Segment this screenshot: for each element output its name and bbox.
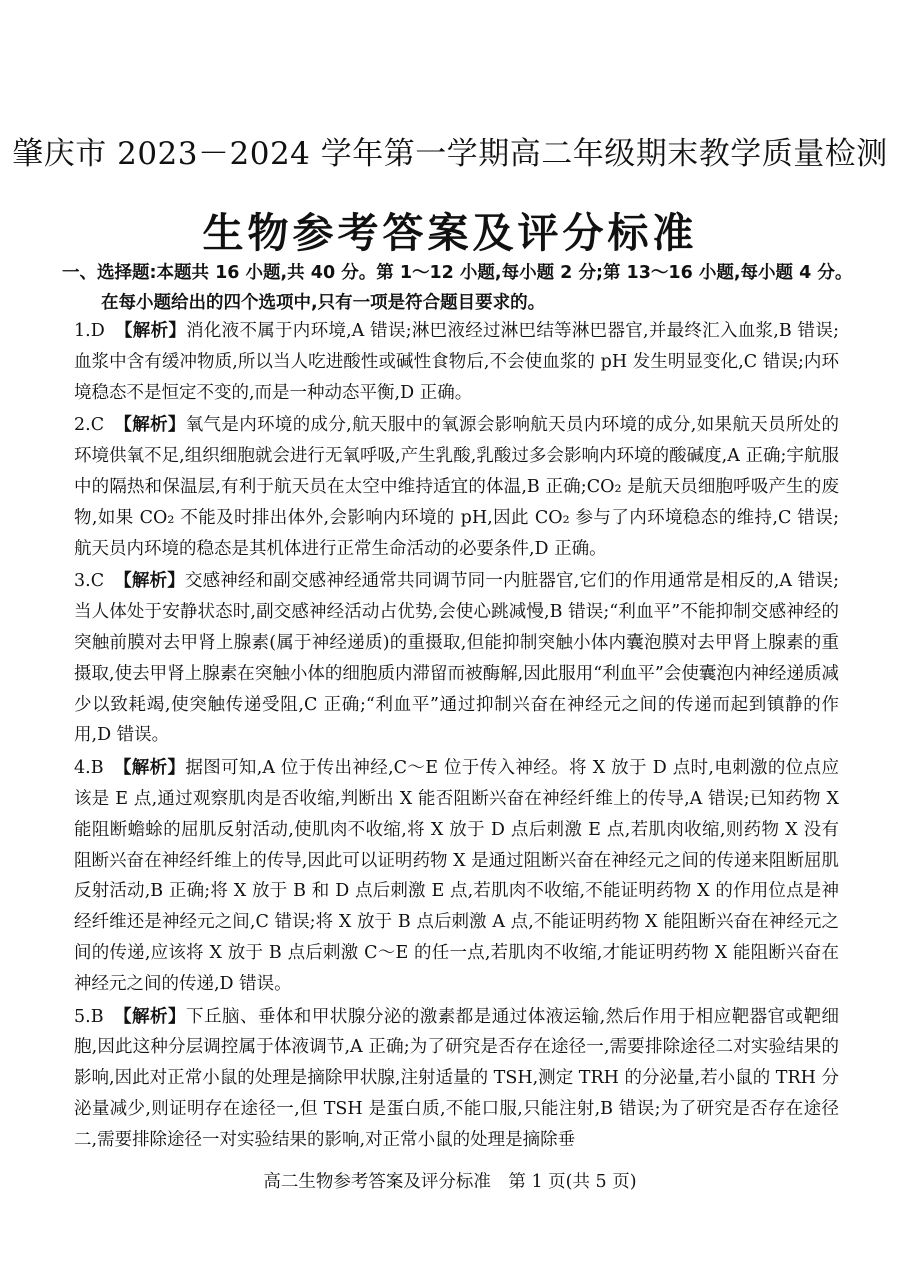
- answer-number: 4.B: [74, 758, 104, 779]
- page-footer: 高二生物参考答案及评分标准 第 1 页(共 5 页): [263, 1172, 637, 1192]
- answer-list: [74, 316, 839, 1158]
- section-heading: 一、选择题:本题共 16 小题,共 40 分。第 1～12 小题,每小题 2 分;第 13～16 小题,每小题 4 分。: [62, 263, 852, 283]
- section-subheading: 在每小题给出的四个选项中,只有一项是符合题目要求的。: [101, 293, 546, 313]
- document-title: 肇庆市 2023－2024 学年第一学期高二年级期末教学质量检测: [12, 136, 888, 172]
- answer-item-1: [74, 316, 839, 408]
- answer-number: 1.D: [74, 321, 105, 341]
- answer-text: 交感神经和副交感神经通常共同调节同一内脏器官,它们的作用通常是相反的,A 错误;当人体处于安静状态时,副交感神经活动占优势,会使心跳减慢,B 错误;“利血平”不能抑制交感神经的突触前膜对去甲肾上腺素(属于神经递质)的重摄取,但能抑制突触小体内囊泡膜对去甲肾上腺素的重摄取,使去甲肾上腺素在突触小体的细胞质内滞留而被酶解,因此服用“利血平”会使囊泡内神经递质减少以致耗竭,使突触传递受阻,C 正确;“利血平”通过抑制兴奋在神经元之间的传递而起到镇静的作用,D 错误。: [74, 571, 839, 746]
- answer-text: 据图可知,A 位于传出神经,C～E 位于传入神经。将 X 放于 D 点时,电刺激的位点应该是 E 点,通过观察肌肉是否收缩,判断出 X 能否阻断兴奋在神经纤维上的传导,A 错误;已知药物 X 能阻断蟾蜍的屈肌反射活动,使肌肉不收缩,将 X 放于 D 点后刺激 E 点,若肌肉收缩,则药物 X 没有阻断兴奋在神经纤维上的传导,因此可以证明药物 X 是通过阻断兴奋在神经元之间的传递来阻断屈肌反射活动,B 正确;将 X 放于 B 和 D 点后刺激 E 点,若肌肉不收缩,不能证明药物 X 的作用位点是神经纤维还是神经元之间,C 错误;将 X 放于 B 点后刺激 A 点,不能证明药物 X 能阻断兴奋在神经元之间的传递,应该将 X 放于 B 点后刺激 C～E 的任一点,若肌肉不收缩,才能证明药物 X 能阻断兴奋在神经元之间的传递,D 错误。: [74, 758, 839, 994]
- answer-item-5: [74, 1002, 839, 1156]
- answer-number: 2.C: [74, 415, 105, 436]
- analysis-tag: 【解析】: [114, 321, 187, 341]
- answer-text: 下丘脑、垂体和甲状腺分泌的激素都是通过体液运输,然后作用于相应靶器官或靶细胞,因此这种分层调控属于体液调节,A 正确;为了研究是否存在途径一,需要排除途径二对实验结果的影响,因此对正常小鼠的处理是摘除甲状腺,注射适量的 TSH,测定 TRH 的分泌量,若小鼠的 TRH 分泌量减少,则证明存在途径一,但 TSH 是蛋白质,不能口服,只能注射,B 错误;为了研究是否存在途径二,需要排除途径一对实验结果的影响,对正常小鼠的处理是摘除垂: [74, 1006, 840, 1150]
- analysis-tag: 【解析】: [114, 571, 185, 592]
- document-subtitle: 生物参考答案及评分标准: [202, 209, 698, 257]
- answer-item-4: [74, 753, 839, 999]
- answer-number: 3.C: [74, 571, 105, 592]
- analysis-tag: 【解析】: [113, 758, 186, 779]
- answer-text: 氧气是内环境的成分,航天服中的氧源会影响航天员内环境的成分,如果航天员所处的环境供氧不足,组织细胞就会进行无氧呼吸,产生乳酸,乳酸过多会影响内环境的酸碱度,A 正确;宇航服中的隔热和保温层,有利于航天员在太空中维持适宜的体温,B 正确;CO₂ 是航天员细胞呼吸产生的废物,如果 CO₂ 不能及时排出体外,会影响内环境的 pH,因此 CO₂ 参与了内环境稳态的维持,C 错误;航天员内环境的稳态是其机体进行正常生命活动的必要条件,D 正确。: [74, 415, 839, 559]
- answer-text: 消化液不属于内环境,A 错误;淋巴液经过淋巴结等淋巴器官,并最终汇入血浆,B 错误;血浆中含有缓冲物质,所以当人吃进酸性或碱性食物后,不会使血浆的 pH 发生明显变化,C 错误;内环境稳态不是恒定不变的,而是一种动态平衡,D 正确。: [74, 321, 839, 403]
- analysis-tag: 【解析】: [114, 415, 186, 436]
- answer-item-3: [74, 566, 839, 751]
- analysis-tag: 【解析】: [113, 1006, 186, 1027]
- answer-item-2: [74, 410, 839, 564]
- answer-number: 5.B: [74, 1006, 104, 1027]
